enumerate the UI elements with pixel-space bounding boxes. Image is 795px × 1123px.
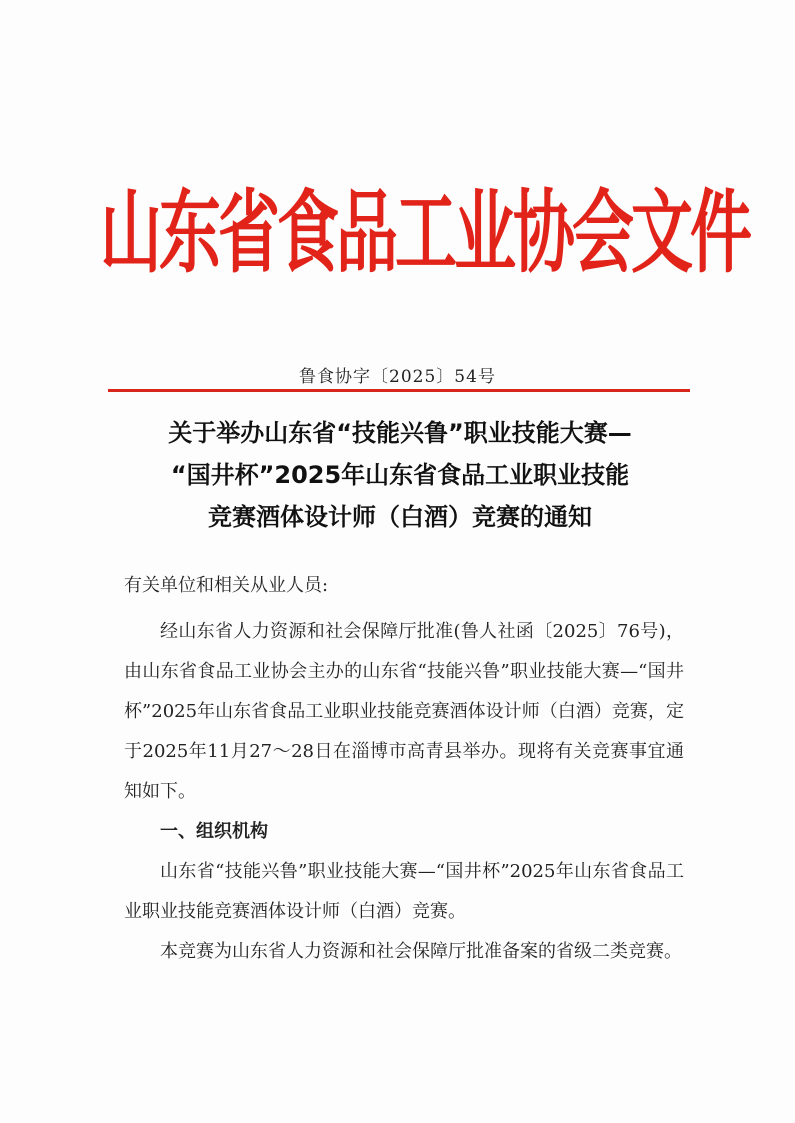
notice-body [124, 568, 684, 972]
paragraph-intro: 经山东省人力资源和社会保障厅批准(鲁人社函〔2025〕76号)，由山东省食品工业协会主办的山东省“技能兴鲁”职业技能大赛—“国井杯”2025年山东省食品工业职业技能竞赛酒体设计师（白酒）竞赛，定于2025年11月27～28日在淄博市高青县举办。现将有关竞赛事宜通知如下。 [124, 621, 684, 802]
title-line-2: “国井杯”2025年山东省食品工业职业技能 [170, 461, 630, 489]
salutation: 有关单位和相关从业人员: [124, 575, 329, 596]
document-number: 鲁食协字〔2025〕54号 [299, 367, 496, 387]
title-line-1: 关于举办山东省“技能兴鲁”职业技能大赛— [168, 419, 632, 447]
paragraph-competition-level: 本竞赛为山东省人力资源和社会保障厅批准备案的省级二类竞赛。 [160, 941, 682, 962]
title-line-3: 竞赛酒体设计师（白酒）竞赛的通知 [208, 503, 592, 531]
notice-title [100, 412, 700, 538]
paragraph-competition-name: 山东省“技能兴鲁”职业技能大赛—“国井杯”2025年山东省食品工业职业技能竞赛酒体设计师（白酒）竞赛。 [124, 861, 684, 922]
red-divider-line [108, 389, 690, 392]
masthead-title: 山东省食品工业协会文件 [100, 179, 750, 286]
section-heading-organization: 一、组织机构 [160, 821, 268, 842]
